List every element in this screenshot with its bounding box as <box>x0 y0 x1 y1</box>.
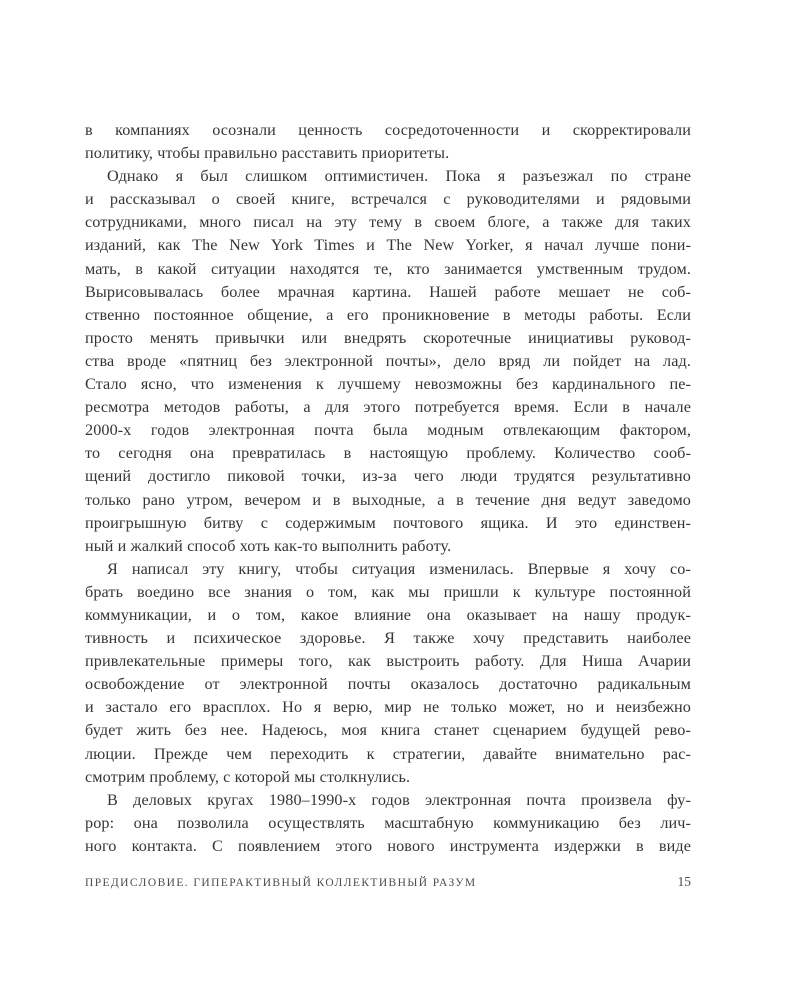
text-line: ный и жалкий способ хоть как-то выполнить работу. <box>85 536 452 555</box>
page-footer <box>85 874 691 890</box>
text-line: В деловых кругах 1980–1990-х годов электронная почта произвела фу- <box>107 790 691 809</box>
text-line: брать воедино все знания о том, как мы пришли к культуре постоянной <box>85 582 691 601</box>
text-line: привлекательные примеры того, как выстроить работу. Для Ниша Ачарии <box>85 652 691 671</box>
text-line: политику, чтобы правильно расставить приоритеты. <box>85 144 450 163</box>
text-line: ного контакта. С появлением этого нового инструмента издержки в виде <box>85 836 691 855</box>
text-line: смотрим проблему, с которой мы столкнулись. <box>85 767 411 786</box>
text-line: сотрудниками, много писал на эту тему в своем блоге, а также для таких <box>85 213 691 232</box>
text-line: будет жить без нее. Надеюсь, моя книга станет сценарием будущей рево- <box>85 721 691 740</box>
text-line: мать, в какой ситуации находятся те, кто занимается умственным трудом. <box>85 259 691 278</box>
text-line: только рано утром, вечером и в выходные, а в течение дня ведут заведомо <box>85 490 691 509</box>
text-line: и застало его врасплох. Но я верю, мир не только может, но и неизбежно <box>85 698 691 717</box>
text-line: люции. Прежде чем переходить к стратегии, давайте внимательно рас- <box>85 744 691 763</box>
text-line: Я написал эту книгу, чтобы ситуация изменилась. Впервые я хочу со- <box>107 559 691 578</box>
text-line: в компаниях осознали ценность сосредоточенности и скорректировали <box>85 121 691 139</box>
page-body <box>85 119 691 858</box>
text-line: щений достигло пиковой точки, из-за чего люди трудятся результативно <box>85 467 691 486</box>
text-line: ства вроде «пятниц без электронной почты», дело вряд ли пойдет на лад. <box>85 351 691 370</box>
text-line: изданий, как The New York Times и The New Yorker, я начал лучше пони- <box>85 236 691 255</box>
text-line: то сегодня она превратилась в настоящую проблему. Количество сооб- <box>85 444 691 463</box>
text-line: освобождение от электронной почты оказалось достаточно радикальным <box>85 675 691 694</box>
text-line: Однако я был слишком оптимистичен. Пока я разъезжал по стране <box>107 167 691 186</box>
text-line: проигрышную битву с содержимым почтового ящика. И это единствен- <box>85 513 691 532</box>
text-line: Вырисовывалась более мрачная картина. Нашей работе мешает не соб- <box>85 282 691 301</box>
page-number: 15 <box>677 874 691 889</box>
text-line: просто менять привычки или внедрять скоротечные инициативы руковод- <box>85 328 691 347</box>
running-header: ПРЕДИСЛОВИЕ. ГИПЕРАКТИВНЫЙ КОЛЛЕКТИВНЫЙ РАЗУМ <box>85 877 477 889</box>
text-line: ресмотра методов работы, а для этого потребуется время. Если в начале <box>85 398 691 417</box>
text-line: тивность и психическое здоровье. Я также хочу представить наиболее <box>85 629 691 648</box>
text-line: Стало ясно, что изменения к лучшему невозможны без кардинального пе- <box>85 375 691 394</box>
text-line: ственно постоянное общение, а его проникновение в методы работы. Если <box>85 305 691 324</box>
text-line: коммуникации, и о том, какое влияние она оказывает на нашу продук- <box>85 605 691 624</box>
text-line: рор: она позволила осуществлять масштабную коммуникацию без лич- <box>85 813 691 832</box>
text-line: и рассказывал о своей книге, встречался с руководителями и рядовыми <box>85 190 691 209</box>
text-line: 2000-х годов электронная почта была модным отвлекающим фактором, <box>85 421 691 440</box>
